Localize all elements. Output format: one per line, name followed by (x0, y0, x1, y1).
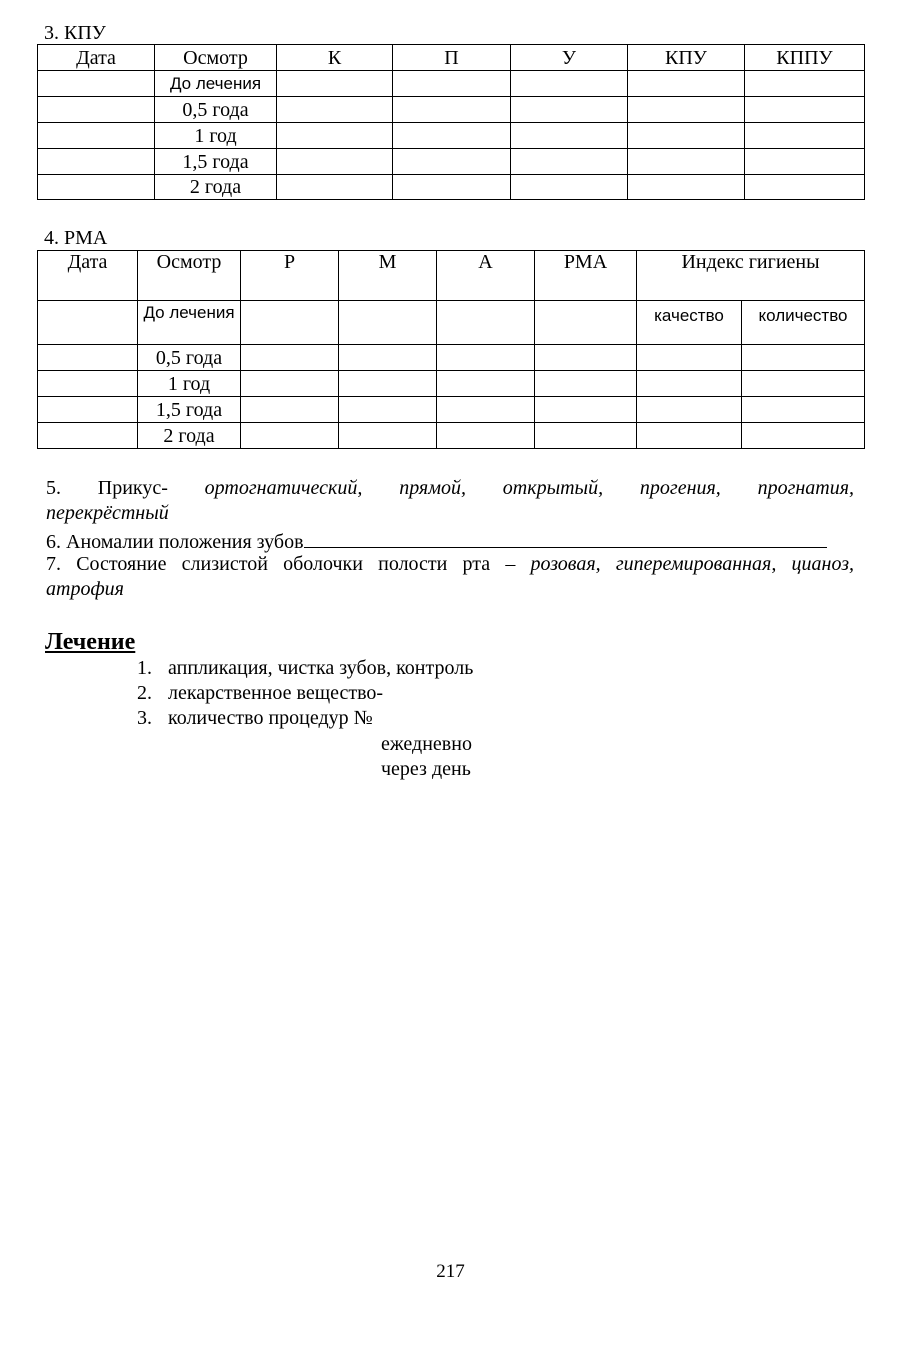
table-row (38, 301, 865, 345)
kpu-col-date: Дата (38, 45, 155, 71)
anomalies-line (46, 527, 854, 555)
bite-option: ортогнатический, (204, 477, 363, 499)
mucosa-line-2 (46, 577, 124, 602)
kpu-col-p: П (393, 45, 511, 71)
anomalies-blank-line (304, 527, 827, 548)
treatment-item-number: 3. (137, 707, 152, 729)
treatment-item-text: количество процедур № (168, 707, 373, 729)
rma-header-row (38, 251, 865, 301)
bite-option: прогнатия, (757, 477, 855, 499)
kpu-table (37, 44, 865, 200)
rma-row-label: 2 года (138, 423, 241, 449)
mucosa-option: атрофия (46, 578, 124, 600)
treatment-item-number: 2. (137, 682, 152, 704)
rma-row-label: 0,5 года (138, 345, 241, 371)
rma-table (37, 250, 865, 449)
mucosa-label: 7. Состояние слизистой оболочки полости рта – (46, 553, 531, 575)
treatment-item-text: лекарственное вещество- (168, 682, 384, 704)
table-row (38, 345, 865, 371)
kpu-row-label: 1 год (155, 123, 277, 149)
bite-line (46, 476, 854, 501)
kpu-col-k: К (277, 45, 393, 71)
table-row (38, 123, 865, 149)
rma-row-label: 1 год (138, 371, 241, 397)
treatment-item (137, 656, 473, 681)
bite-option: прогения, (639, 477, 721, 499)
rma-col-exam: Осмотр (138, 251, 241, 301)
rma-col-r: Р (241, 251, 339, 301)
page-number: 217 (436, 1261, 465, 1282)
mucosa-options: розовая, гиперемированная, цианоз, (530, 553, 854, 575)
treatment-item (137, 706, 373, 731)
kpu-row-label: 1,5 года (155, 149, 277, 175)
treatment-item-number: 1. (137, 657, 152, 679)
rma-subcol-quality: качество (637, 301, 742, 345)
table-row (38, 371, 865, 397)
table-row (38, 423, 865, 449)
treatment-item (137, 681, 383, 706)
rma-row-label: 1,5 года (138, 397, 241, 423)
bite-option: перекрёстный (46, 502, 169, 524)
rma-subcol-quantity: количество (742, 301, 865, 345)
kpu-row-label: До лечения (155, 71, 277, 97)
bite-line-2 (46, 501, 169, 526)
rma-col-m: М (339, 251, 437, 301)
kpu-col-kppu: КППУ (745, 45, 865, 71)
mucosa-line (46, 552, 854, 577)
bite-option: прямой, (399, 477, 466, 499)
treatment-item-text: аппликация, чистка зубов, контроль (168, 657, 474, 679)
kpu-row-label: 0,5 года (155, 97, 277, 123)
rma-col-rma: РМА (535, 251, 637, 301)
table-row (38, 97, 865, 123)
treatment-heading: Лечение (45, 629, 136, 655)
rma-row-label: До лечения (138, 301, 241, 345)
frequency-option: ежедневно (381, 733, 472, 755)
kpu-row-label: 2 года (155, 175, 277, 200)
rma-col-hygiene-index: Индекс гигиены (637, 251, 865, 301)
anomalies-label: 6. Аномалии положения зубов (46, 531, 304, 553)
rma-col-a: А (437, 251, 535, 301)
frequency-option: через день (381, 758, 471, 780)
rma-heading: 4. РМА (44, 227, 108, 249)
bite-label: 5. Прикус- (46, 477, 168, 499)
table-row (38, 71, 865, 97)
table-row (38, 149, 865, 175)
bite-option: открытый, (502, 477, 604, 499)
table-row (38, 397, 865, 423)
kpu-col-u: У (511, 45, 628, 71)
kpu-col-kpu: КПУ (628, 45, 745, 71)
rma-col-date: Дата (38, 251, 138, 301)
kpu-header-row (38, 45, 865, 71)
kpu-col-exam: Осмотр (155, 45, 277, 71)
table-row (38, 175, 865, 200)
kpu-heading: 3. КПУ (44, 22, 106, 44)
